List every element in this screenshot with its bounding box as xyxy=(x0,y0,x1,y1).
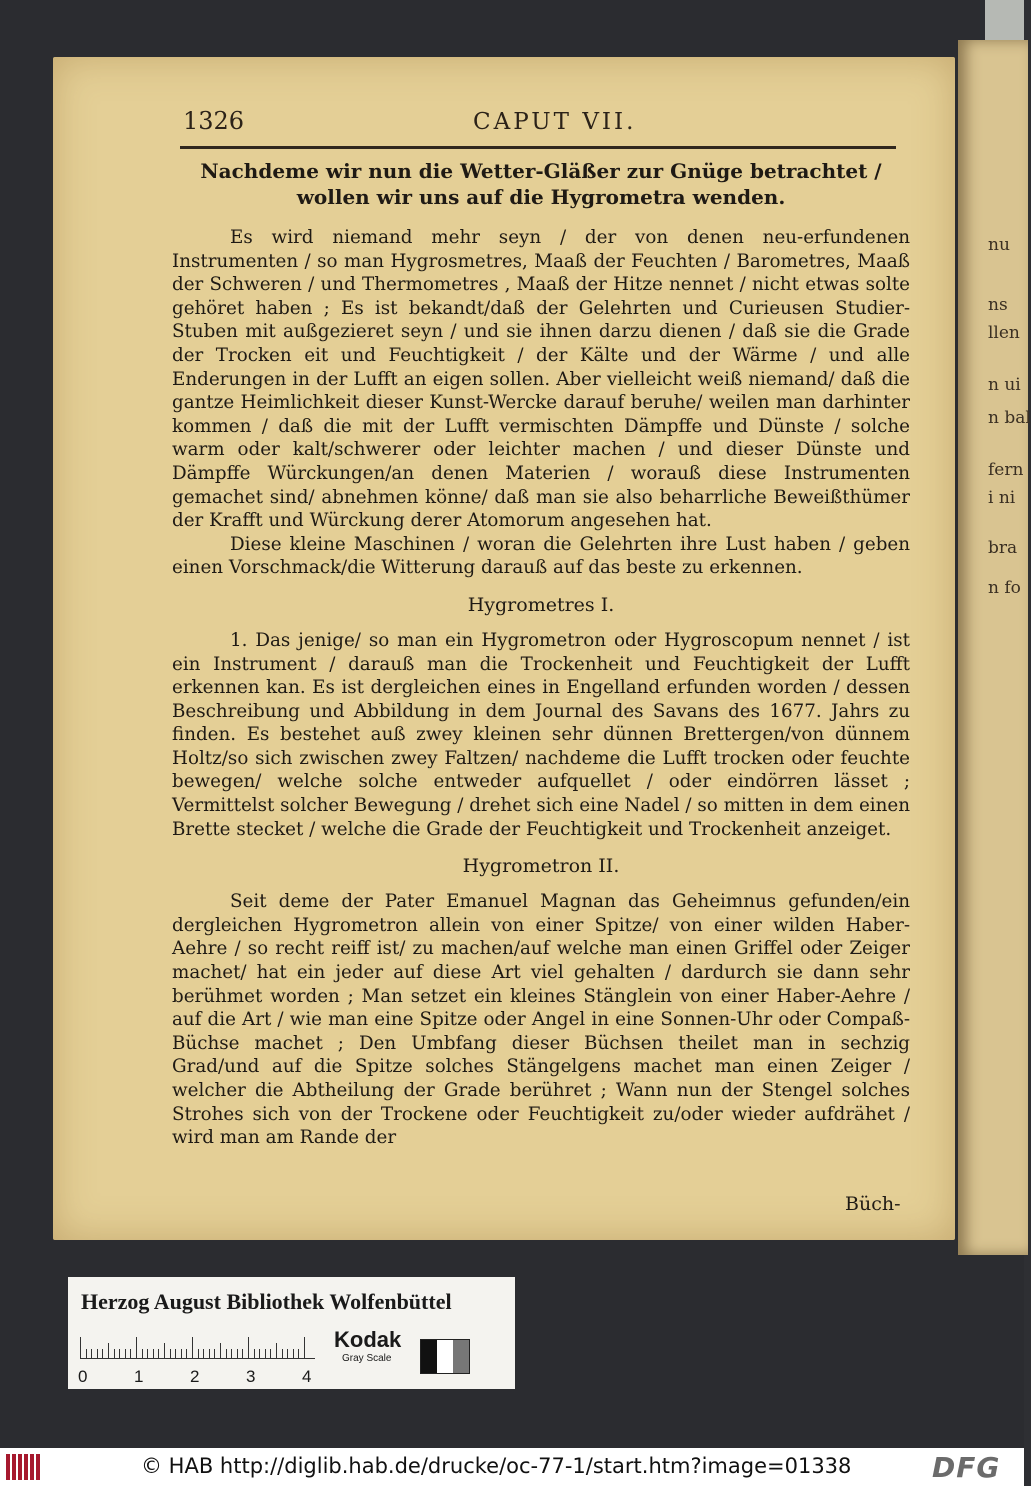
ruler-tick xyxy=(91,1349,92,1359)
ruler-tick xyxy=(242,1349,243,1359)
ruler-tick xyxy=(298,1349,299,1359)
adjacent-fragment: n ui xyxy=(988,375,1021,395)
ruler-tick xyxy=(130,1349,131,1359)
ruler-tick xyxy=(158,1349,159,1359)
catchword: Büch- xyxy=(845,1193,901,1215)
ruler-tick xyxy=(153,1349,154,1359)
chapter-title: Nachdeme wir nun die Wetter-Gläßer zur Gnüge betrachtet / wollen wir uns auf die Hygrometra wenden. xyxy=(200,159,882,209)
ruler-tick xyxy=(282,1349,283,1359)
ruler-tick xyxy=(259,1349,260,1359)
scale-number: 3 xyxy=(246,1367,256,1386)
ruler-tick xyxy=(214,1349,215,1359)
hab-logo-icon xyxy=(6,1454,40,1480)
library-name: Herzog August Bibliothek Wolfenbüttel xyxy=(81,1289,452,1314)
ruler xyxy=(80,1335,315,1359)
running-head: CAPUT VII. xyxy=(473,109,637,135)
footer-link[interactable]: © HAB http://diglib.hab.de/drucke/oc-77-1/start.htm?image=01338 xyxy=(141,1454,852,1478)
paragraph: 1. Das jenige/ so man ein Hygrometron oder Hygroscopum nennet / ist ein Instrument / darauß man die Trockenheit und Feuchtigkeit der Lufft erkennen kan. Es ist dergleichen eines in Engelland erfunden worden / dessen Beschreibung und Abbildung in dem Journal des Savans des 1677. Jahrs zu finden. Es bestehet auß zwey kleinen sehr dünnen Brettergen/von dünnem Holtz/so sich zwischen zwey Faltzen/ nachdeme die Lufft trocken oder feuchte bewegen/ welche solche entweder aufquellet / oder eindörren lässet ; Vermittelst solcher Bewegung / drehet sich eine Nadel / so mitten in dem einen Brette stecket / welche die Grade der Feuchtigkeit und Trockenheit anzeiget. xyxy=(172,629,911,840)
ruler-tick xyxy=(86,1349,87,1359)
header-rule xyxy=(180,146,896,149)
scale-number: 1 xyxy=(134,1367,144,1386)
adjacent-fragment: bra xyxy=(988,538,1018,558)
scale-number: 4 xyxy=(302,1367,312,1386)
ruler-tick xyxy=(97,1349,98,1359)
adjacent-page xyxy=(958,40,1031,1255)
ruler-tick xyxy=(125,1349,126,1359)
ruler-tick xyxy=(287,1349,288,1359)
ruler-tick xyxy=(265,1349,266,1359)
ruler-tick xyxy=(170,1349,171,1359)
ruler-tick xyxy=(254,1349,255,1359)
ruler-tick xyxy=(119,1349,120,1359)
ruler-tick xyxy=(231,1349,232,1359)
adjacent-fragment: nu xyxy=(988,235,1010,255)
ruler-tick xyxy=(198,1349,199,1359)
kodak-logo-text: Kodak xyxy=(334,1327,402,1352)
paragraph: Es wird niemand mehr seyn / der von denen neu-erfundenen Instrumenten / so man Hygrosmetres, Maaß der Feuchten / Barometres, Maaß der Schweren / und Thermometres , Maaß der Hitze nennet / nicht etwas solte gehöret haben ; Es ist bekandt/daß der Gelehrten und Curieusen Studier-Stuben mit außgezieret seyn / und sie ihnen darzu dienen / daß sie die Grade der Trocken eit und Feuchtigkeit / der Kälte und der Wärme / und alle Enderungen in der Lufft an eigen sollen. Aber vielleicht weiß niemand/ daß die gantze Heimlichkeit dieser Kunst-Wercke darauf beruhe/ weilen man darhinter kommen / daß die mit der Lufft vermischten Dämpffe und Dünste / solche warm oder kalt/schwerer oder leichter machen / und dieser Dünste und Dämpffe Würckungen/an denen Materien / worauß diese Instrumenten gemachet sind/ abnehmen könne/ daß man sie also beharrliche Beweißthümer der Krafft und Würckung derer Atomorum angesehen hat. xyxy=(172,227,910,532)
ruler-tick xyxy=(293,1349,294,1359)
ruler-tick xyxy=(175,1349,176,1359)
ruler-tick xyxy=(80,1337,81,1359)
adjacent-fragment: n bal xyxy=(988,408,1031,428)
gray-scale-swatches xyxy=(420,1339,470,1374)
section-heading: Hygrometron II. xyxy=(462,855,620,878)
swatch-gray xyxy=(453,1340,469,1373)
gray-scale-label: Gray Scale xyxy=(342,1353,392,1364)
paragraph: Diese kleine Maschinen / woran die Gelehrten ihre Lust haben / geben einen Vorschmack/die Witterung darauß auf das beste zu erkennen. xyxy=(172,533,910,579)
ruler-tick xyxy=(114,1349,115,1359)
ruler-tick xyxy=(186,1349,187,1359)
adjacent-fragment: fern xyxy=(988,460,1024,480)
ruler-tick xyxy=(220,1343,221,1359)
footer-bar xyxy=(0,1448,1024,1486)
ruler-tick xyxy=(203,1349,204,1359)
adjacent-fragment: i ni xyxy=(988,488,1016,508)
dfg-logo: DFG xyxy=(932,1451,1001,1484)
swatch-white xyxy=(437,1340,453,1373)
ruler-tick xyxy=(226,1349,227,1359)
ruler-tick xyxy=(209,1349,210,1359)
ruler-tick xyxy=(270,1349,271,1359)
adjacent-fragment: llen xyxy=(988,323,1020,343)
ruler-tick xyxy=(147,1349,148,1359)
paragraph: Seit deme der Pater Emanuel Magnan das Geheimnus gefunden/ein dergleichen Hygrometron allein von einer Spitze/ von einer wilden Haber-Aehre / so recht reiff ist/ zu machen/auf welche man einen Griffel oder Zeiger machet/ hat ein jeder auf diese Art viel gehalten / dardurch sie dann sehr berühmet worden ; Man setzet ein kleines Stänglein von einer Haber-Aehre / auf die Art / wie man eine Spitze oder Angel in eine Sonnen-Uhr oder Compaß-Büchse machet ; Den Umbfang dieser Büchsen theilet man in sechzig Grad/und auf die Spitze solches Stängelgens machet man einen Zeiger / welcher die Abtheilung der Grade berühret ; Wann nun der Stengel solches Strohes sich von der Trockene oder Feuchtigkeit zu/oder wieder aufdrähet / wird man am Rande der xyxy=(172,891,910,1149)
page-body xyxy=(172,158,910,1150)
page-number: 1326 xyxy=(183,107,245,135)
ruler-tick xyxy=(181,1349,182,1359)
library-label-card xyxy=(68,1277,515,1389)
scale-number: 2 xyxy=(190,1367,200,1386)
page-header xyxy=(183,105,893,141)
swatch-black xyxy=(421,1340,437,1373)
ruler-tick xyxy=(102,1349,103,1359)
ruler-tick xyxy=(237,1349,238,1359)
ruler-tick xyxy=(164,1343,165,1359)
adjacent-fragment: n fo xyxy=(988,578,1021,598)
ruler-tick xyxy=(248,1337,249,1359)
ruler-tick xyxy=(304,1337,305,1359)
section-heading: Hygrometres I. xyxy=(467,593,615,616)
ruler-tick xyxy=(192,1337,193,1359)
scale-number: 0 xyxy=(78,1367,88,1386)
ruler-tick xyxy=(108,1343,109,1359)
ruler-tick xyxy=(142,1349,143,1359)
ruler-tick xyxy=(276,1343,277,1359)
adjacent-fragment: ns xyxy=(988,295,1008,315)
ruler-tick xyxy=(136,1337,137,1359)
